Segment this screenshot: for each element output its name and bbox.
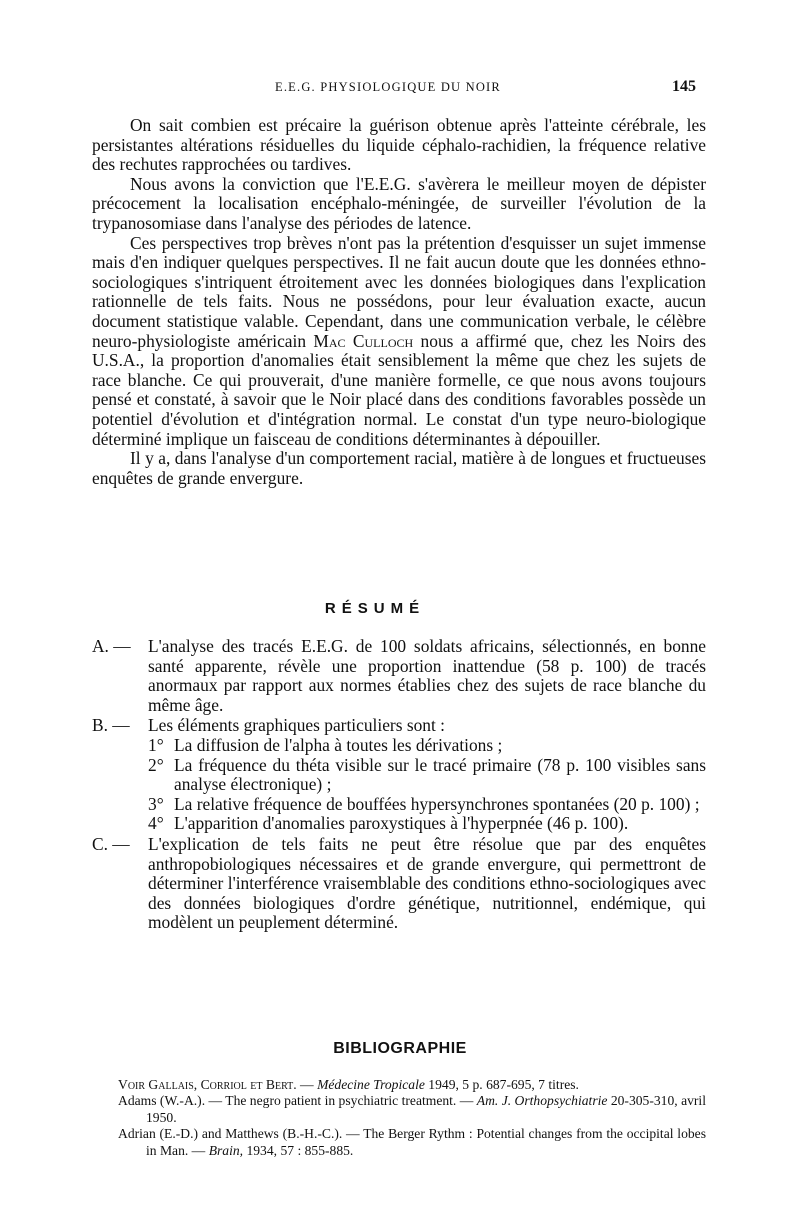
bib-details: 1934, 57 : 855-885. [243,1142,354,1158]
paragraph-3-part-b: nous a affirmé que, chez les Noirs des U.S.A., la proportion d'anomalies était sensiblement la même que chez les sujets de race blanche. Ce qui prouverait, d'une manière formelle, ce que nous avons toujours pensé et constaté, à savoir que le Noir placé dans des conditions favorables possède un potentiel d'évolution et d'intégration normal. Le constat d'un type neuro-biologique déterminé implique un faisceau de conditions déterminantes à dépouiller. [92,330,706,449]
page-number: 145 [672,78,696,95]
entry-c-label: C. — [92,833,130,854]
list-item-text: La diffusion de l'alpha à toutes les dérivations ; [174,734,503,755]
bib-details: 20-305-310, avril 1950. [146,1093,706,1125]
paragraph-3 [92,234,706,450]
bib-journal: Brain, [208,1142,244,1158]
resume-entry-a [92,637,706,715]
list-item [148,736,706,756]
bibliography-entry [118,1093,706,1126]
bib-journal: Am. J. Orthopsychiatrie [476,1093,608,1109]
entry-c-text: L'explication de tels faits ne peut être résolue que par des enquêtes anthropobiologiques nécessaires et de grande envergure, qui permettront de déterminer l'interférence vraisemblable des conditions ethno-sociologiques avec des données biologiques d'ordre génétique, nutritionnel, endémique, qui modèlent un peuplement déterminé. [148,833,706,933]
list-item-text: L'apparition d'anomalies paroxystiques à l'hyperpnée (46 p. 100). [174,813,629,834]
resume-entry-c [92,835,706,933]
running-title: E.E.G. PHYSIOLOGIQUE DU NOIR [275,80,501,94]
bibliography-list [118,1077,706,1159]
bibliography-entry [118,1126,706,1159]
list-item-text: La fréquence du théta visible sur le tracé primaire (78 p. 100 visibles sans analyse électronique) ; [174,754,706,795]
paragraph-3-part-a: Ces perspectives trop brèves n'ont pas la prétention d'esquisser un sujet immense mais d'en indiquer quelques perspectives. Il ne fait aucun doute que les données ethno-sociologiques s'intriquent étroitement avec les données biologiques dans l'explication rationnelle de tels faits. Nous ne possédons, pour leur évaluation exacte, aucun document statistique valable. Cependant, dans une communication verbale, le célèbre neuro-physiologiste américain [92,232,706,351]
paragraph-1: On sait combien est précaire la guérison obtenue après l'atteinte cérébrale, les persistantes altérations résiduelles du liquide céphalo-rachidien, la fréquence relative des rechutes rapprochées ou tardives. [92,115,706,175]
paragraph-4: Il y a, dans l'analyse d'un comportement racial, matière à de longues et fructueuses enquêtes de grande envergure. [92,448,706,488]
bib-journal: Médecine Tropicale [317,1077,425,1092]
entry-b-list [148,736,706,834]
bib-authors: Adrian (E.-D.) and Matthews (B.-H.-C.). — The Berger Rythm : Potential changes from the occipital lobes in Man. — [118,1126,706,1158]
entry-a-label: A. — [92,636,131,656]
author-name-mac-culloch: Mac Culloch [313,330,414,351]
entry-b-label: B. — [92,715,130,736]
list-item [148,814,706,834]
list-item-number: 2° [148,754,164,775]
bibliography-heading: BIBLIOGRAPHIE [333,1040,467,1057]
bib-authors: Voir Gallais, Corriol et Bert. — [118,1077,318,1092]
list-item-text: La relative fréquence de bouffées hypersynchrones spontanées (20 p. 100) ; [174,793,700,814]
list-item [148,756,706,795]
paragraph-2: Nous avons la conviction que l'E.E.G. s'avèrera le meilleur moyen de dépister précocement la localisation encéphalo-méningée, de surveiller l'évolution de la trypanosomiase dans l'analyse des périodes de latence. [92,173,706,233]
list-item-number: 4° [148,813,164,834]
list-item [148,795,706,815]
bibliography-entry [118,1077,706,1093]
resume-entry-b [92,716,706,834]
entry-a-text: L'analyse des tracés E.E.G. de 100 soldats africains, sélectionnés, en bonne santé apparente, révèle une proportion inattendue (58 p. 100) de tracés anormaux par rapport aux normes établies chez des sujets de race blanche du même âge. [148,636,706,715]
entry-b-text: Les éléments graphiques particuliers sont : [148,715,446,736]
resume-heading: RÉSUMÉ [324,600,426,617]
bib-details: 1949, 5 p. 687-695, 7 titres. [424,1077,579,1092]
bib-authors: Adams (W.-A.). — The negro patient in psychiatric treatment. — [118,1093,477,1109]
resume-section [92,637,706,933]
list-item-number: 1° [148,734,164,755]
body-text [92,116,706,488]
list-item-number: 3° [148,793,164,814]
